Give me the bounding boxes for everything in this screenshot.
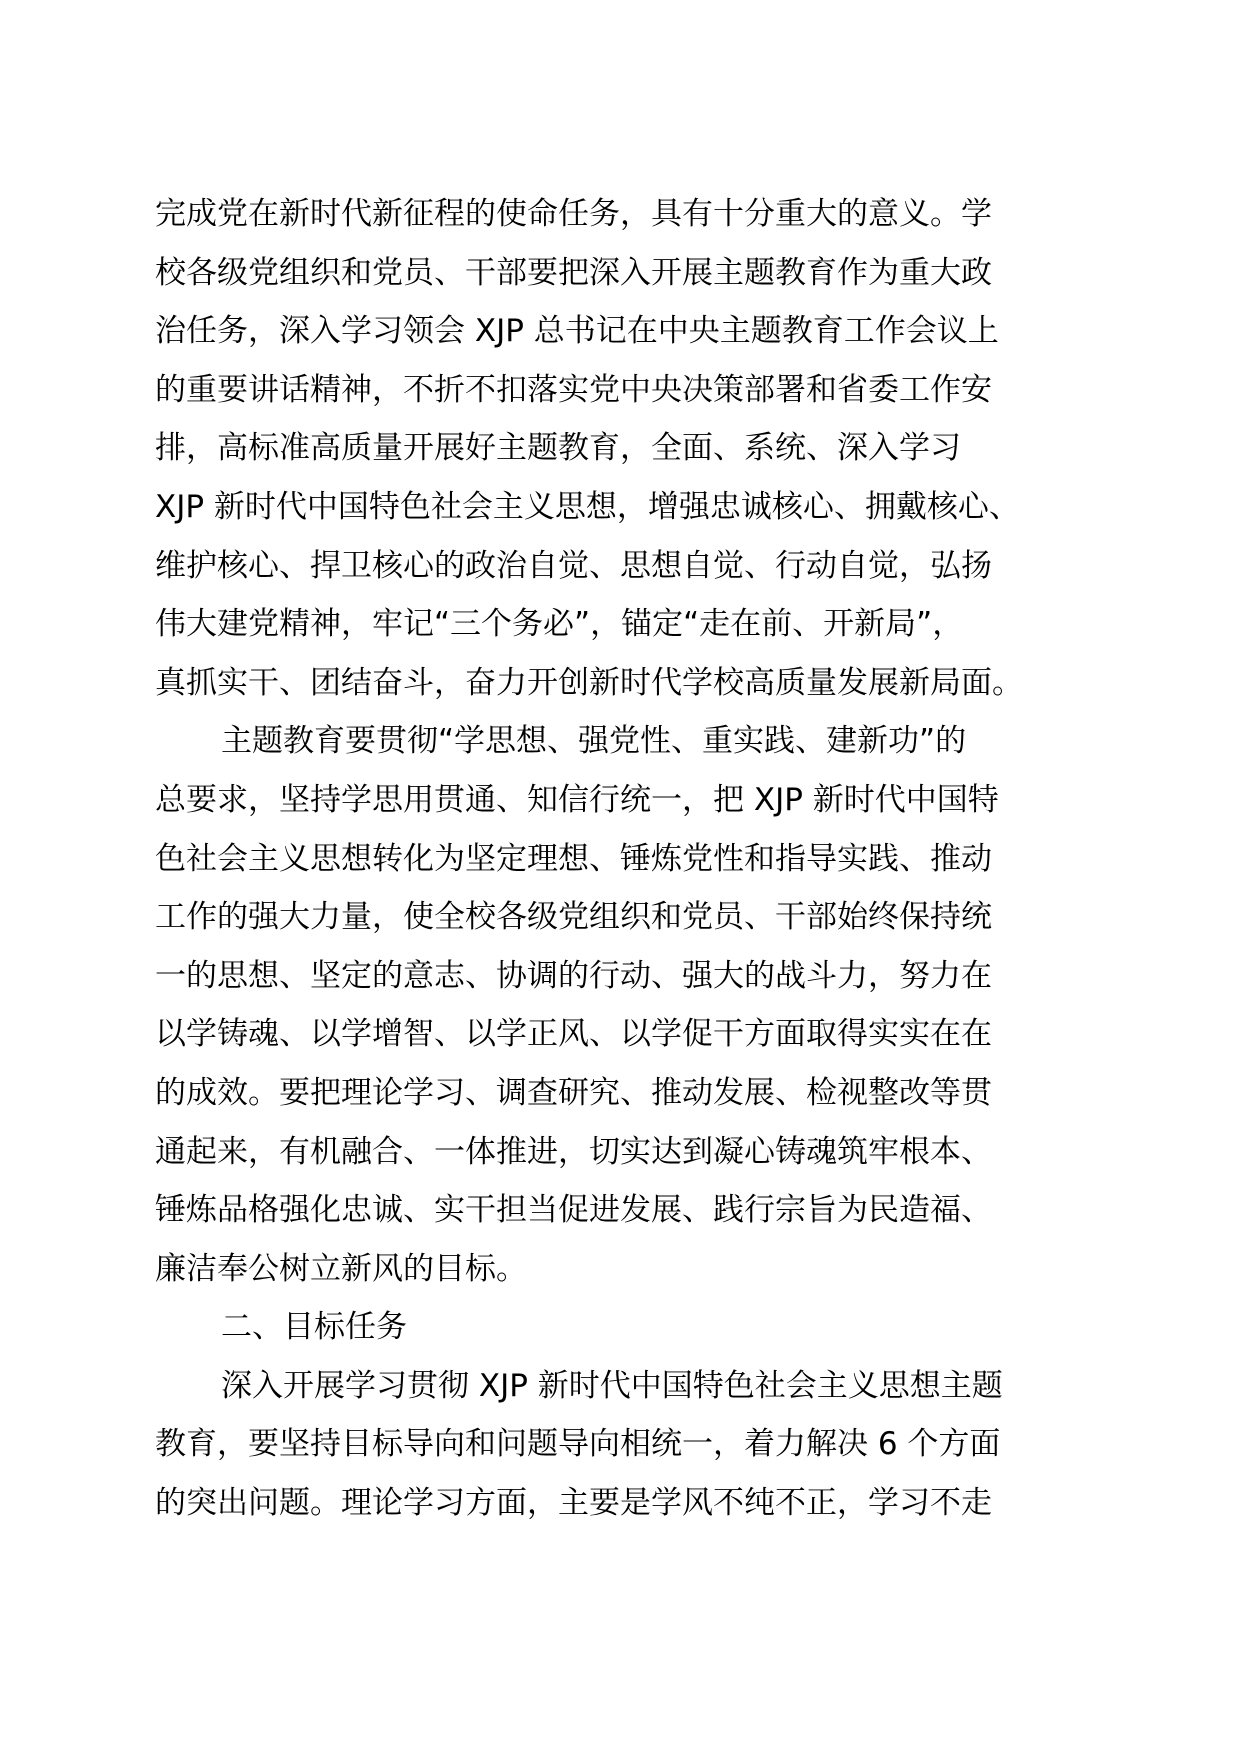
text-line: 伟大建党精神，牢记“三个务必”，锚定“走在前、开新局”， — [155, 606, 964, 643]
text-line: 廉洁奉公树立新风的目标。 — [155, 1250, 527, 1287]
text-line: 治任务，深入学习领会 XJP 总书记在中央主题教育工作会议上 — [155, 313, 999, 350]
text-line: 通起来，有机融合、一体推进，切实达到凝心铸魂筑牢根本、 — [155, 1133, 992, 1170]
text-line: 教育，要坚持目标导向和问题导向相统一，着力解决 6 个方面 — [155, 1426, 1001, 1463]
text-line: 完成党在新时代新征程的使命任务，具有十分重大的意义。学 — [155, 196, 992, 232]
text-line: 工作的强大力量，使全校各级党组织和党员、干部始终保持统 — [155, 899, 992, 936]
text-line: 维护核心、捍卫核心的政治自觉、思想自觉、行动自觉，弘扬 — [155, 547, 992, 584]
paragraph-first-line: 深入开展学习贯彻 XJP 新时代中国特色社会主义思想主题 — [221, 1367, 1003, 1404]
document-body — [155, 185, 1085, 1533]
text-line: 一的思想、坚定的意志、协调的行动、强大的战斗力，努力在 — [155, 957, 992, 994]
paragraph-first-line: 主题教育要贯彻“学思想、强党性、重实践、建新功”的 — [221, 723, 967, 760]
text-line: 锤炼品格强化忠诚、实干担当促进发展、践行宗旨为民造福、 — [155, 1192, 992, 1229]
text-line: 真抓实干、团结奋斗，奋力开创新时代学校高质量发展新局面。 — [155, 664, 1023, 701]
text-line: 校各级党组织和党员、干部要把深入开展主题教育作为重大政 — [155, 254, 992, 291]
text-line: 色社会主义思想转化为坚定理想、锤炼党性和指导实践、推动 — [155, 840, 992, 877]
text-line: 的突出问题。理论学习方面，主要是学风不纯不正，学习不走 — [155, 1485, 992, 1522]
text-line: 的成效。要把理论学习、调查研究、推动发展、检视整改等贯 — [155, 1074, 992, 1111]
text-line: XJP 新时代中国特色社会主义思想，增强忠诚核心、拥戴核心、 — [155, 488, 1020, 525]
text-line: 的重要讲话精神，不折不扣落实党中央决策部署和省委工作安 — [155, 371, 992, 408]
text-line: 以学铸魂、以学增智、以学正风、以学促干方面取得实实在在 — [155, 1016, 992, 1053]
section-heading: 二、目标任务 — [221, 1309, 407, 1346]
text-line: 排，高标准高质量开展好主题教育，全面、系统、深入学习 — [155, 430, 961, 467]
text-line: 总要求，坚持学思用贯通、知信行统一，把 XJP 新时代中国特 — [155, 781, 999, 818]
